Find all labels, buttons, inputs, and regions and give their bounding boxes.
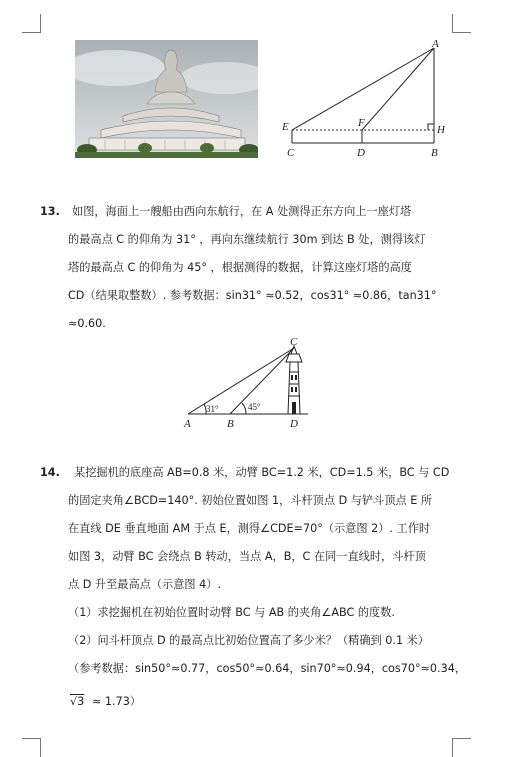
q13-number: 13. [40,205,60,218]
q13-line-2: 的最高点 C 的仰角为 31° ，再向东继续航行 30m 到达 B 处，测得该灯 [68,233,426,246]
svg-text:B: B [431,147,438,159]
svg-text:D: D [357,147,365,159]
crop-mark-top-right [452,14,471,33]
q13-line-1: 如图，海面上一艘船由西向东航行，在 A 处测得正东方向上一座灯塔 [72,205,412,218]
q14-line-2: 的固定夹角∠BCD=140°. 初始位置如图 1，斗杆顶点 D 与铲斗顶点 E 所 [68,494,433,507]
statue-photo [75,40,258,158]
svg-text:C: C [287,147,295,159]
crop-mark-top-left [22,14,41,33]
svg-text:B: B [227,418,234,430]
q13-line-5: ≈0.60. [68,317,106,330]
q14-reference-data: （参考数据：sin50°≈0.77，cos50°≈0.64，sin70°≈0.94，cos70°≈0.34， [68,662,467,675]
q14-line-5: 点 D 升至最高点（示意图 4）. [68,578,222,591]
q14-sqrt-symbol: √3 [70,695,85,708]
svg-text:A: A [184,418,191,430]
q14-subquestion-1: （1）求挖掘机在初始位置时动臂 BC 与 AB 的夹角∠ABC 的度数. [68,606,395,619]
svg-text:F: F [358,117,365,129]
svg-text:H: H [437,124,445,136]
crop-mark-bottom-right [452,738,471,757]
q14-line-4: 如图 3，动臂 BC 会绕点 B 转动，当点 A，B，C 在同一直线时，斗杆顶 [68,550,426,563]
svg-text:D: D [290,418,298,430]
svg-text:C: C [290,336,298,348]
q13-line-3: 塔的最高点 C 的仰角为 45° ，根据测得的数据，计算这座灯塔的高度 [68,261,412,274]
figure-statue-geometry [282,38,452,160]
figure-lighthouse [180,336,330,430]
q14-sqrt-value: ≈ 1.73） [92,695,142,708]
svg-text:45°: 45° [248,402,261,412]
crop-mark-bottom-left [22,738,41,757]
svg-text:31°: 31° [206,404,219,414]
svg-text:A: A [432,38,439,50]
q14-line-3: 在直线 DE 垂直地面 AM 于点 E，测得∠CDE=70°（示意图 2）. 工作时 [68,522,431,535]
q14-subquestion-2: （2）问斗杆顶点 D 的最高点比初始位置高了多少米？（精确到 0.1 米） [68,634,430,647]
q14-line-1: 某挖掘机的底座高 AB=0.8 米，动臂 BC=1.2 米，CD=1.5 米，BC 与 CD [74,466,450,479]
svg-text:E: E [282,121,289,133]
q13-line-4: CD（结果取整数）. 参考数据：sin31° ≈0.52，cos31° ≈0.86，tan31° [68,289,437,302]
q14-number: 14. [40,466,60,479]
